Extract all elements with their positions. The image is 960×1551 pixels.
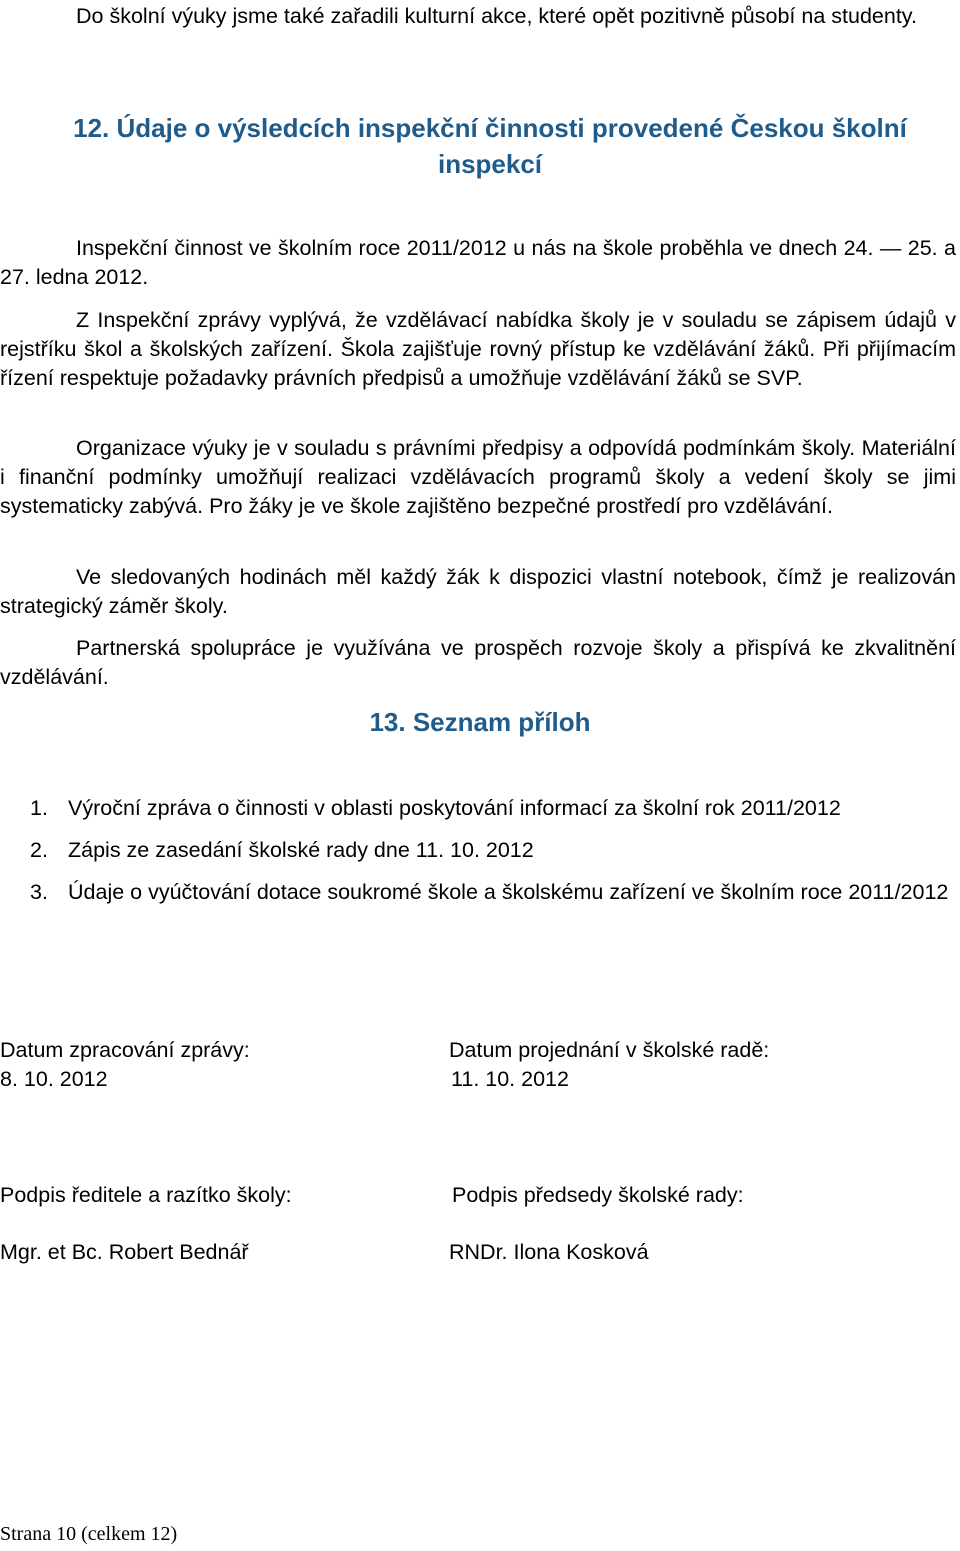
- director-signature-label: Podpis ředitele a razítko školy:: [0, 1183, 292, 1207]
- list-item-number: 3.: [30, 880, 48, 904]
- organization-paragraph: Organizace výuky je v souladu s právními předpisy a odpovídá podmínkám školy. Materiální i finanční podmínky umožňují realizaci vzdělávacích programů školy a vedení školy se jimi systematicky zabývá. Pro žáky je ve škole zajištěno bezpečné prostředí pro vzdělávání.: [0, 436, 956, 518]
- list-item: [0, 878, 956, 907]
- inspection-dates-paragraph: Inspekční činnost ve školním roce 2011/2012 u nás na škole proběhla ve dnech 24. — 25. a 27. ledna 2012.: [0, 236, 956, 289]
- board-date-label: Datum projednání v školské radě:: [449, 1038, 770, 1062]
- processing-date-label: Datum zpracování zprávy:: [0, 1038, 250, 1062]
- list-item: [0, 836, 956, 865]
- board-chair-signature-label: Podpis předsedy školské rady:: [452, 1183, 744, 1207]
- list-item-text: Údaje o vyúčtování dotace soukromé škole a školskému zařízení ve školním roce 2011/2012: [68, 880, 949, 904]
- section-13-heading: 13. Seznam příloh: [369, 707, 591, 737]
- attachments-list: [0, 794, 956, 907]
- director-name: Mgr. et Bc. Robert Bednář: [0, 1240, 249, 1264]
- partnership-paragraph: Partnerská spolupráce je využívána ve prospěch rozvoje školy a přispívá ke zkvalitnění vzdělávání.: [0, 636, 956, 689]
- processing-date-value: 8. 10. 2012: [0, 1067, 108, 1091]
- list-item-number: 1.: [30, 796, 48, 820]
- notebook-paragraph: Ve sledovaných hodinách měl každý žák k dispozici vlastní notebook, čímž je realizován strategický záměr školy.: [0, 565, 956, 618]
- list-item-text: Výroční zpráva o činnosti v oblasti poskytování informací za školní rok 2011/2012: [68, 796, 841, 820]
- list-item-text: Zápis ze zasedání školské rady dne 11. 10. 2012: [68, 838, 534, 862]
- page-footer: Strana 10 (celkem 12): [0, 1523, 178, 1545]
- list-item: [0, 794, 956, 823]
- board-chair-name: RNDr. Ilona Kosková: [449, 1240, 649, 1264]
- section-12-heading: 12. Údaje o výsledcích inspekční činnosti provedené Českou školní inspekcí: [73, 113, 907, 179]
- inspection-report-paragraph: Z Inspekční zprávy vyplývá, že vzdělávací nabídka školy je v souladu se zápisem údajů v rejstříku škol a školských zařízení. Škola zajišťuje rovný přístup ke vzdělávání žáků. Při přijímacím řízení respektuje požadavky právních předpisů a umožňuje vzdělávání žáků se SVP.: [0, 308, 956, 390]
- intro-paragraph: Do školní výuky jsme také zařadili kulturní akce, které opět pozitivně působí na studenty.: [76, 4, 917, 28]
- board-date-value: 11. 10. 2012: [451, 1067, 569, 1091]
- list-item-number: 2.: [30, 838, 48, 862]
